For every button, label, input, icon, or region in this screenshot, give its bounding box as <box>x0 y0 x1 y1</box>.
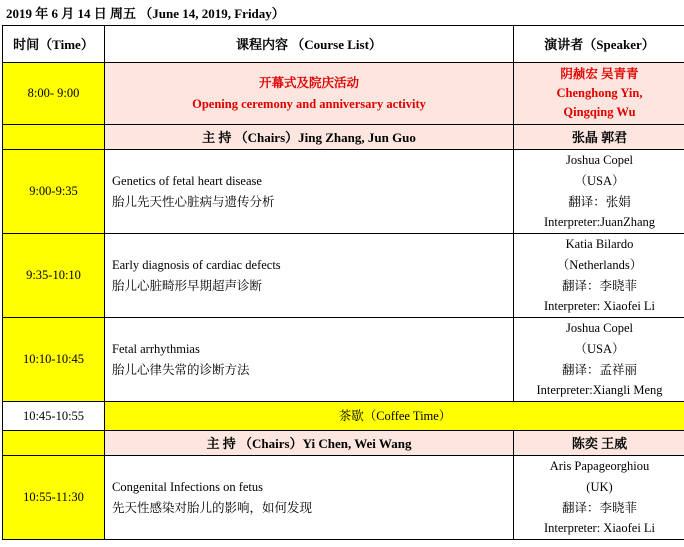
schedule-table <box>2 25 684 540</box>
opening-speaker-cn: 阴赪宏 吴青青 <box>560 67 639 81</box>
interpreter-en: Interpreter:Xiangli Meng <box>536 383 663 398</box>
opening-speaker <box>514 63 684 125</box>
talk-time: 9:35-10:10 <box>3 234 105 318</box>
talk-row <box>3 456 684 540</box>
chair-row-2 <box>3 431 684 456</box>
talk-title-cn: 胎儿先天性心脏病与遗传分析 <box>112 194 275 209</box>
talk-title-en: Early diagnosis of cardiac defects <box>112 257 281 272</box>
talk-title-en: Fetal arrhythmias <box>112 341 200 356</box>
chair-1-speaker: 张晶 郭君 <box>514 125 684 150</box>
talk-row <box>3 234 684 318</box>
talk-title-cn: 胎儿心脏畸形早期超声诊断 <box>112 278 263 293</box>
header-course: 课程内容 （Course List） <box>105 26 514 63</box>
chair-1-text: 主 持 （Chairs）Jing Zhang, Jun Guo <box>105 125 514 150</box>
speaker-country: （USA） <box>574 173 625 188</box>
talk-row <box>3 318 684 402</box>
coffee-time: 10:45-10:55 <box>3 402 105 431</box>
chair-2-text: 主 持 （Chairs）Yi Chen, Wei Wang <box>105 431 514 456</box>
speaker-country: （Netherlands） <box>556 257 643 272</box>
talk-time: 9:00-9:35 <box>3 150 105 234</box>
talk-time: 10:55-11:30 <box>3 456 105 540</box>
speaker-name: Katia Bilardo <box>565 237 634 251</box>
translator-cn: 翻译：李晓菲 <box>561 278 637 293</box>
talk-course <box>105 234 514 318</box>
talk-title-cn: 胎儿心律失常的诊断方法 <box>112 362 250 377</box>
translator-cn: 翻译：张娟 <box>568 194 631 209</box>
speaker-name: Aris Papageorghiou <box>549 459 650 473</box>
talk-time: 10:10-10:45 <box>3 318 105 402</box>
opening-speaker-en1: Chenghong Yin, <box>556 86 643 100</box>
speaker-country: (UK) <box>586 479 613 494</box>
chair-row-1 <box>3 125 684 150</box>
chair-2-time <box>3 431 105 456</box>
talk-speaker <box>514 456 684 540</box>
interpreter-en: Interpreter:JuanZhang <box>543 215 656 230</box>
opening-title-cn: 开幕式及院庆活动 <box>258 75 359 90</box>
speaker-name: Joshua Copel <box>565 153 633 167</box>
interpreter-en: Interpreter: Xiaofei Li <box>543 521 656 536</box>
chair-1-time <box>3 125 105 150</box>
coffee-row <box>3 402 684 431</box>
translator-cn: 翻译：李晓菲 <box>561 500 637 515</box>
opening-course <box>105 63 514 125</box>
speaker-name: Joshua Copel <box>565 321 633 335</box>
talk-course <box>105 150 514 234</box>
interpreter-en: Interpreter: Xiaofei Li <box>543 299 656 314</box>
opening-title-en: Opening ceremony and anniversary activity <box>192 96 426 111</box>
talk-title-cn: 先天性感染对胎儿的影响，如何发现 <box>112 500 313 515</box>
talk-speaker <box>514 150 684 234</box>
talk-speaker <box>514 318 684 402</box>
talk-title-en: Congenital Infections on fetus <box>112 479 264 494</box>
table-header-row <box>3 26 684 63</box>
coffee-text: 茶歇（Coffee Time） <box>105 402 684 431</box>
header-time: 时间（Time） <box>3 26 105 63</box>
opening-time: 8:00- 9:00 <box>3 63 105 125</box>
header-speaker: 演讲者（Speaker） <box>514 26 684 63</box>
talk-row <box>3 150 684 234</box>
translator-cn: 翻译：孟祥丽 <box>561 362 637 377</box>
talk-title-en: Genetics of fetal heart disease <box>112 173 262 188</box>
talk-course <box>105 318 514 402</box>
speaker-country: （USA） <box>574 341 625 356</box>
opening-row <box>3 63 684 125</box>
talk-course <box>105 456 514 540</box>
date-heading: 2019 年 6 月 14 日 周五 （June 14, 2019, Friday） <box>6 6 285 21</box>
talk-speaker <box>514 234 684 318</box>
chair-2-speaker: 陈奕 王威 <box>514 431 684 456</box>
opening-speaker-en2: Qingqing Wu <box>563 105 636 119</box>
